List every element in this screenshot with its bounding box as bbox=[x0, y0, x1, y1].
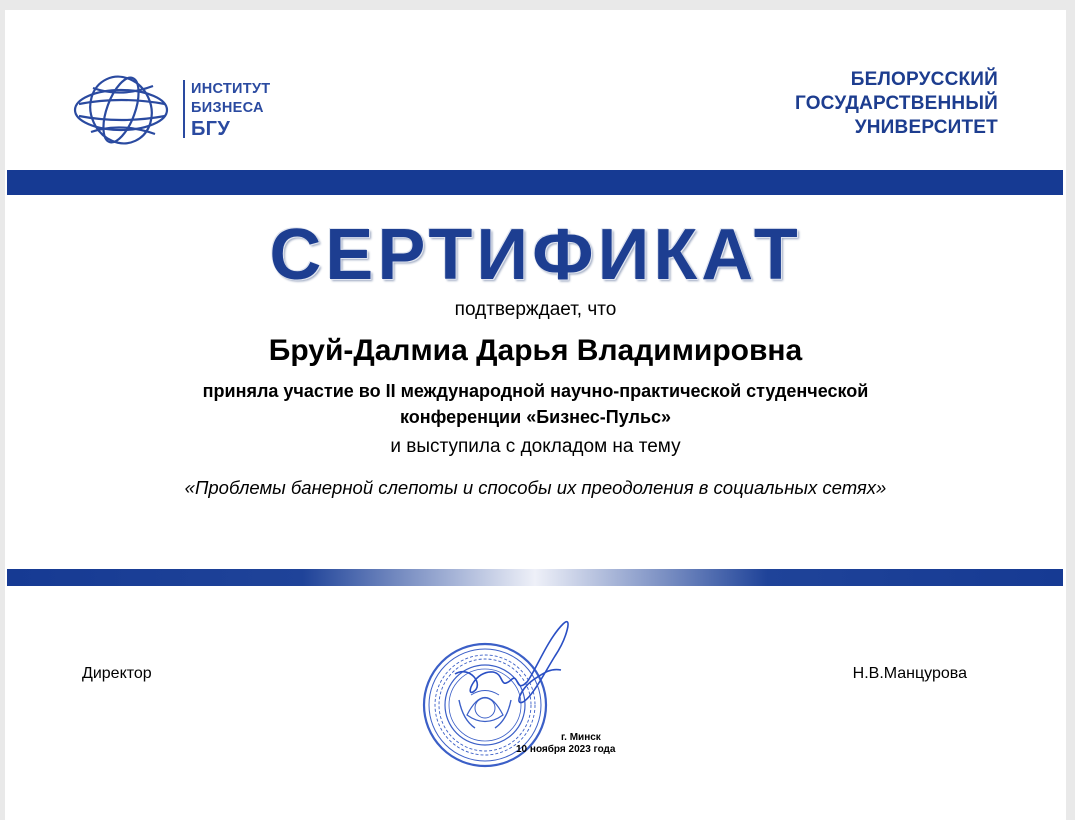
participation-text bbox=[5, 378, 1066, 430]
institute-name-line3: БГУ bbox=[191, 118, 231, 140]
confirm-text: подтверждает, что bbox=[454, 299, 617, 320]
stamp-city: г. Минск bbox=[561, 732, 601, 743]
university-name-line3: УНИВЕРСИТЕТ bbox=[854, 117, 998, 138]
director-title: Директор bbox=[82, 665, 152, 682]
presentation-text: и выступила с докладом на тему bbox=[390, 436, 681, 457]
university-name-line1: БЕЛОРУССКИЙ bbox=[850, 69, 998, 90]
institute-name bbox=[191, 80, 270, 140]
participation-line-1: приняла участие во II международной научно-практической студенческой bbox=[202, 381, 869, 401]
director-name: Н.В.Манцурова bbox=[852, 665, 967, 682]
certificate-sheet bbox=[5, 10, 1066, 820]
institute-logo bbox=[69, 70, 299, 150]
participation-line-2: конференции «Бизнес-Пульс» bbox=[399, 407, 672, 427]
logo-divider bbox=[183, 80, 185, 138]
globe-icon bbox=[69, 70, 179, 150]
institute-name-line2: БИЗНЕСА bbox=[191, 100, 264, 116]
official-stamp bbox=[415, 610, 645, 785]
university-name-line2: ГОСУДАРСТВЕННЫЙ bbox=[794, 93, 998, 114]
certificate-title: СЕРТИФИКАТ bbox=[269, 215, 802, 295]
university-name bbox=[795, 68, 998, 140]
presentation-topic: «Проблемы банерной слепоты и способы их преодоления в социальных сетях» bbox=[184, 477, 887, 498]
recipient-name: Бруй-Далмиа Дарья Владимировна bbox=[268, 334, 803, 367]
stamp-date: 10 ноября 2023 года bbox=[516, 744, 616, 755]
institute-name-line1: ИНСТИТУТ bbox=[191, 81, 271, 97]
bottom-gradient-band bbox=[7, 569, 1063, 586]
top-blue-band bbox=[7, 170, 1063, 195]
